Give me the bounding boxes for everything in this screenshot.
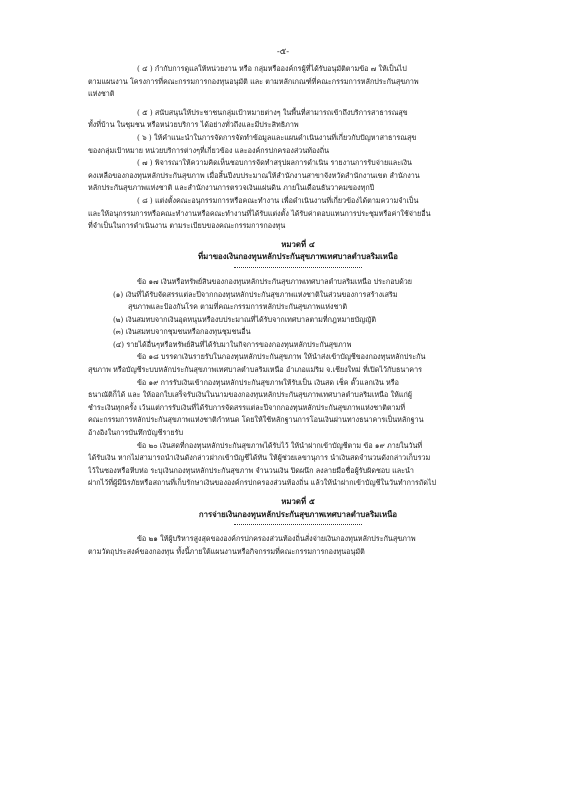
text-line: (๑) เงินที่ได้รับจัดสรรแต่ละปีจากกองทุนหลักประกันสุขภาพแห่งชาติในส่วนของการสร้างเสริม (113, 289, 398, 299)
text-line: ตามแผนงาน โครงการที่คณะกรรมการกองทุนอนุมัติ และ ตามหลักเกณฑ์ที่คณะกรรมการหลักประกันสุขภาพ (88, 76, 419, 86)
text-line: ธนาณัติก็ได้ และ ให้ออกใบเสร็จรับเงินในนามของกองทุนหลักประกันสุขภาพเทศบาลตำบลริมเหนือ ให้แก่ผู้ (88, 390, 413, 400)
paragraphs-section-3 (88, 63, 508, 233)
text-line: ได้รับเงิน หากไม่สามารถนำเงินดังกล่าวฝากเข้าบัญชีได้ทัน ให้ผู้ช่วยเลขานุการ นำเงินสดจำนวนดังกล่าวเก็บรวม (88, 453, 431, 463)
text-line: ข้อ ๑๙ การรับเงินเข้ากองทุนหลักประกันสุขภาพให้รับเป็น เงินสด เช็ค ดั๊วแลกเงิน หรือ (137, 377, 399, 387)
text-line: คณะกรรมการหลักประกันสุขภาพแห่งชาติกำหนด โดยให้ใช้หลักฐานการโอนเงินผ่านทางธนาคารเป็นหลักฐาน (88, 415, 424, 425)
text-line: คงเหลือของกองทุนหลักประกันสุขภาพ เมื่อสิ้นปีงบประมาณให้สำนักงานสาขาจังหวัดสำนักงานเขต สำนักงาน (88, 170, 420, 180)
document-body (88, 63, 508, 558)
chapter-4-subtitle: ที่มาของเงินกองทุนหลักประกันสุขภาพเทศบาลตำบลริมเหนือ (198, 252, 398, 262)
text-line: ( ๔ ) กำกับการดูแลให้หน่วยงาน หรือ กลุ่มหรือองค์กรผู้ที่ได้รับอนุมัติตามข้อ ๗ ให้เป็นไป (137, 64, 407, 73)
paragraphs-section-4 (88, 276, 508, 490)
text-line: ข้อ ๑๗ เงินหรือทรัพย์สินของกองทุนหลักประกันสุขภาพเทศบาลตำบลริมเหนือ ประกอบด้วย (137, 276, 412, 286)
text-line: ข้อ ๑๘ บรรดาเงินรายรับในกองทุนหลักประกันสุขภาพ ให้นำส่งเข้าบัญชีของกองทุนหลักประกัน (137, 352, 426, 362)
text-line: (๓) เงินสมทบจากชุมชนหรือกองทุนชุมชนอื่น (113, 327, 251, 337)
text-line: ไว้ในซองหรือหีบห่อ ระบุเงินกองทุนหลักประกันสุขภาพ จำนวนเงิน ปิดผนึก ลงลายมือชื่อผู้รับผิดชอบ และนำ (88, 465, 414, 475)
text-line: (๒) เงินสมทบจากเงินอุดหนุนหรืองบประมาณที่ได้รับจากเทศบาลตามที่กฎหมายบัญญัติ (113, 314, 377, 324)
text-line: ข้อ ๒๑ ให้ผู้บริหารสูงสุดขององค์กรปกครองส่วนท้องถิ่นสั่งจ่ายเงินกองทุนหลักประกันสุขภาพ (137, 534, 416, 544)
text-line: ( ๖ ) ให้คำแนะนำในการจัดการจัดทำข้อมูลและแผนดำเนินงานที่เกี่ยวกับปัญหาสาธารณสุข (137, 132, 417, 142)
chapter-5-subtitle: การจ่ายเงินกองทุนหลักประกันสุขภาพเทศบาลตำบลริมเหนือ (198, 509, 398, 519)
chapter-4-title: หมวดที่ ๔ (281, 239, 315, 249)
paragraphs-section-5 (88, 533, 508, 558)
text-line: ของกลุ่มเป้าหมาย หน่วยบริการต่างๆที่เกี่ยวข้อง และองค์กรปกครองส่วนท้องถิ่น (88, 145, 330, 155)
text-line: ( ๘ ) แต่งตั้งคณะอนุกรรมการหรือคณะทำงาน เพื่อดำเนินงานที่เกี่ยวข้องได้ตามความจำเป็น (137, 195, 419, 205)
dotted-divider (234, 523, 362, 525)
page-number: -๕- (276, 47, 290, 57)
text-line: ( ๕ ) สนับสนุนให้ประชาชนกลุ่มเป้าหมายต่างๆ ในพื้นที่สามารถเข้าถึงบริการสาธารณสุข (137, 107, 408, 117)
dotted-divider (234, 266, 362, 268)
chapter-5-title: หมวดที่ ๕ (281, 497, 315, 506)
text-line: ฝากไว้ที่ผู้มีนิรภัยหรือสถานที่เก็บรักษาเงินขององค์กรปกครองส่วนท้องถิ่น แล้วให้นำฝากเข้าบัญชีในวันทำการถัดไป (88, 478, 437, 488)
text-line: สุขภาพ หรือบัญชีระบบหลักประกันสุขภาพเทศบาลตำบลริมเหนือ อำเภอแม่ริม จ.เชียงใหม่ ที่เปิดไว้กับธนาคาร (88, 365, 422, 375)
text-line: ตามวัตถุประสงค์ของกองทุน ทั้งนี้ภายใต้แผนงานหรือกิจกรรมที่คณะกรรมการกองทุนอนุมัติ (88, 546, 365, 556)
text-line: แห่งชาติ (88, 89, 115, 99)
text-line: ที่จำเป็นในการดำเนินงาน ตามระเบียบของคณะกรรมการกองทุน (88, 221, 286, 231)
text-line: ( ๗ ) พิจารณาให้ความคิดเห็นชอบการจัดทำสรุปผลการดำเนิน รายงานการรับจ่ายและเงิน (137, 158, 412, 168)
text-line: ชำระเงินทุกครั้ง เว้นแต่การรับเงินที่ได้รับการจัดสรรแต่ละปีจากกองทุนหลักประกันสุขภาพแห่งชาติตามที่ (88, 402, 406, 412)
text-line: สุขภาพและป้องกันโรค ตามที่คณะกรรมการหลักประกันสุขภาพแห่งชาติ (128, 302, 348, 312)
text-line: (๔) รายได้อื่นๆหรือทรัพย์สินที่ได้รับมาในกิจการของกองทุนหลักประกันสุขภาพ (113, 339, 352, 349)
text-line: ทั้งที่บ้าน ในชุมชน หรือหน่วยบริการ ได้อย่างทั่วถึงและมีประสิทธิภาพ (88, 120, 299, 130)
text-line: หลักประกันสุขภาพแห่งชาติ และสำนักงานการตรวจเงินแผ่นดิน ภายในเดือนธันวาคมของทุกปี (88, 183, 375, 193)
text-line: และให้อนุกรรมการหรือคณะทำงานหรือคณะทำงานที่ได้รับแต่งตั้ง ได้รับค่าตอบแทนการประชุมหรือค่าใช้จ่ายอื่น (88, 208, 431, 218)
text-line: อ้างอิงในการบันทึกบัญชีรายรับ (88, 428, 184, 438)
text-line: ข้อ ๒๐ เงินสดที่กองทุนหลักประกันสุขภาพได้รับไว้ ให้นำฝากเข้าบัญชีตาม ข้อ ๑๙ ภายในวันที่ (137, 440, 423, 450)
